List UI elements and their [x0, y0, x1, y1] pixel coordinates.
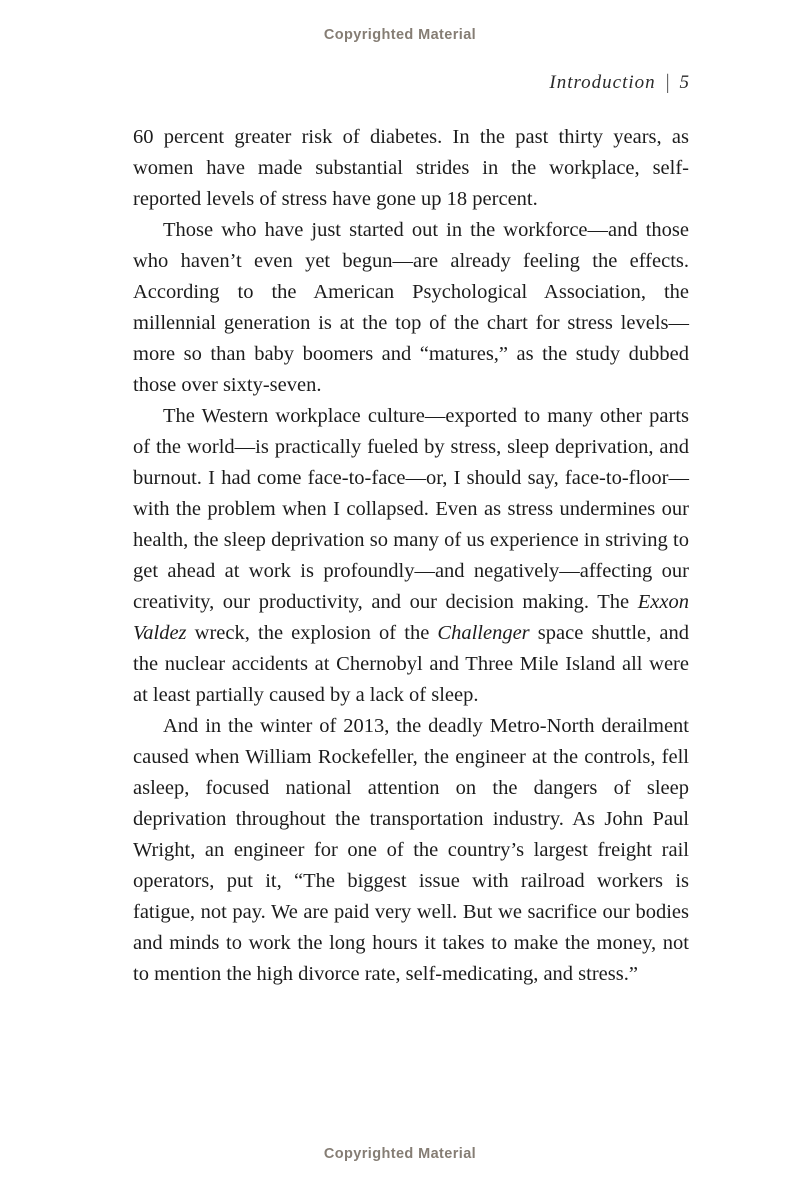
paragraph	[133, 122, 689, 215]
copyright-notice-bottom: Copyrighted Material	[323, 1146, 477, 1162]
page-header	[133, 72, 689, 94]
text-run: And in the winter of 2013, the deadly Metro-North derailment caused when William Rockefeller, the engineer at the controls, fell asleep, focused national attention on the dangers of sleep deprivation throughout the transportation industry. As John Paul Wright, an engineer for one of the country’s largest freight rail operators, put it, “The biggest issue with railroad workers is fatigue, not pay. We are paid very well. But we sacrifice our bodies and minds to work the long hours it takes to make the money, not to mention the high divorce rate, self-medicating, and stress.”	[133, 715, 689, 985]
paragraph	[133, 215, 689, 401]
copyright-notice-top: Copyrighted Material	[323, 27, 477, 43]
italic-text-run: Challenger	[437, 622, 530, 644]
text-run: Those who have just started out in the workforce—and those who haven’t even yet begun—are already feeling the effects. According to the American Psychological Association, the millennial generation is at the top of the chart for stress levels—more so than baby boomers and “matures,” as the study dubbed those over sixty-seven.	[133, 219, 689, 396]
text-run: space shuttle, and the nuclear accidents at Chernobyl and Three Mile Island all were at least partially caused by a lack of sleep.	[133, 622, 689, 706]
header-separator: |	[665, 70, 670, 94]
body-text	[133, 122, 689, 990]
paragraph	[133, 401, 689, 711]
page-number: 5	[679, 72, 689, 93]
chapter-title: Introduction	[549, 72, 656, 93]
text-run: 60 percent greater risk of diabetes. In the past thirty years, as women have made substantial strides in the workplace, self-reported levels of stress have gone up 18 percent.	[133, 126, 689, 210]
text-run: The Western workplace culture—exported to many other parts of the world—is practically fueled by stress, sleep deprivation, and burnout. I had come face-to-face—or, I should say, face-to-floor—with the problem when I collapsed. Even as stress undermines our health, the sleep deprivation so many of us experience in striving to get ahead at work is profoundly—and negatively—affecting our creativity, our productivity, and our decision making. The	[133, 405, 689, 613]
text-run: wreck, the explosion of the	[186, 622, 438, 644]
paragraph	[133, 711, 689, 990]
italic-text-run: Exxon Valdez	[133, 591, 689, 644]
